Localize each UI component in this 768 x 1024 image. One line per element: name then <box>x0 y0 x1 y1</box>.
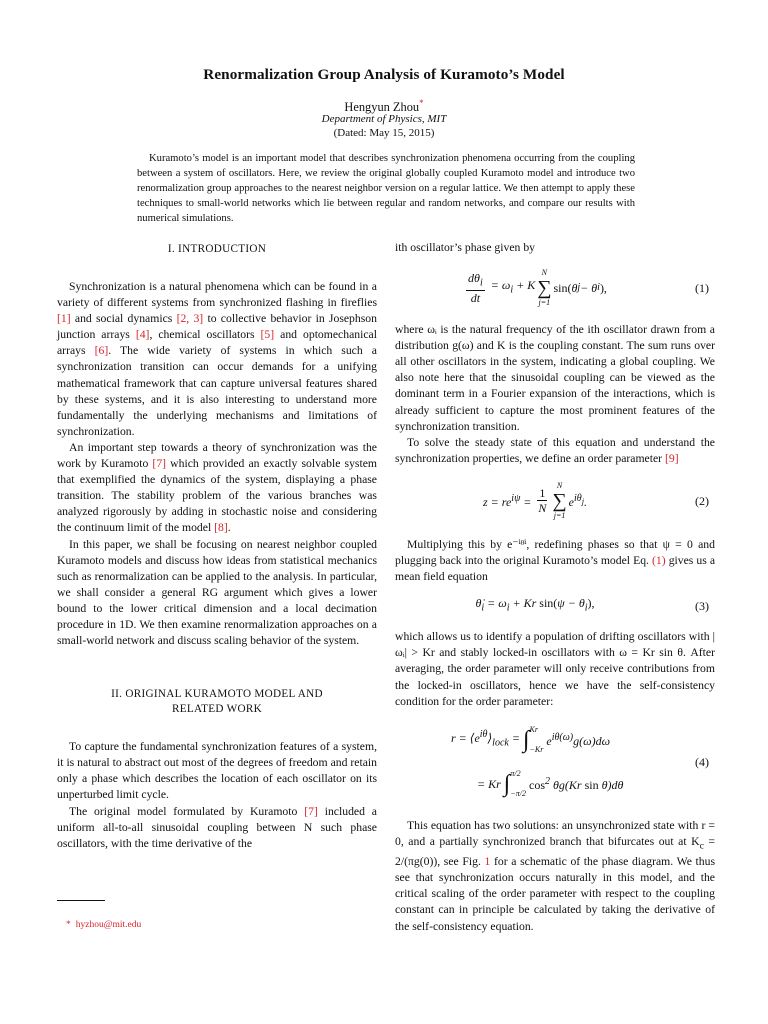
equation-1: $\frac{d\theta_i}{dt}$ = $\omega_i + K$ N ∑ j=1 sin( θ j − θ i ), (1) <box>468 268 709 308</box>
citation-link[interactable]: [1] <box>57 312 71 326</box>
sec2-paragraph-2: The original model formulated by Kuramoto [7] included a uniform all-to-all sinusoidal coupling between N such phase oscillators, with the time derivative of the <box>57 804 377 850</box>
abstract-text: Kuramoto’s model is an important model that describes synchronization phenomena occurring from the coupling between a system of oscillators. Here, we review the original globally coupled Kuramoto model and introduce two renormalization group approaches to the nearest neighbor version on a regular lattice. We then attempt to apply these techniques to small-world networks which lie between regular and random networks, and compare our results with numerical simulations. <box>137 153 635 224</box>
right-column <box>395 240 715 935</box>
citation-link[interactable]: [7] <box>152 457 167 471</box>
footnote-rule <box>57 900 105 901</box>
equation-2: $z = re^{i\psi}$ = $\frac{1}{N}$ N ∑ j=1 $e^{i\theta_j}$. (2) <box>482 480 709 520</box>
author-name: Hengyun Zhou <box>344 100 420 115</box>
citation-link[interactable]: [7] <box>304 804 318 818</box>
right-paragraph-5: This equation has two solutions: an unsynchronized state with r = 0, and a partially synchronized branch that bifurcates out at $K_c = 2/(\pi g(0))$, see Fig. 1 for a schematic of the phase diagram. We thus see that synchronization occurs naturally in this model, and the critical scaling of the order parameter with respect to the coupling constant can in principle be calculated by taking the derivative of the self-consistency equation. <box>395 818 716 933</box>
footnote-mark: * <box>66 920 71 930</box>
citation-link[interactable]: [6] <box>94 344 109 358</box>
citation-link[interactable]: [2, 3] <box>176 312 204 326</box>
footnote <box>66 920 141 930</box>
dated-line: (Dated: May 15, 2015) <box>333 127 435 139</box>
section-title-original-model: II. ORIGINAL KURAMOTO MODEL AND RELATED WORK <box>111 688 323 716</box>
right-paragraph-1: where ωᵢ is the natural frequency of the ith oscillator drawn from a distribution g(ω) and K is the coupling constant. The sum runs over all other oscillators in the system, indicating a global coupling. We also note here that the sinusoidal coupling can be viewed as the dominant term in a Fourier expansion of the interactions, which is already sufficient to capture the most prominent features of the synchronization transition. <box>395 323 715 433</box>
equation-number: (3) <box>695 599 709 614</box>
right-paragraph-3: Multiplying this by e⁻ⁱᶿⁱ, redefining phases so that ψ = 0 and plugging back into the original Kuramoto’s model Eq. (1) gives us a mean field equation <box>395 537 716 584</box>
figure-link[interactable]: 1 <box>484 855 491 869</box>
intro-paragraph-2: An important step towards a theory of synchronization was the work by Kuramoto [7] which provided an exactly solvable system that exemplified the dynamics of the system, displaying a phase transition. The stability problem of the various branches was analyzed rigorously by adding in stochastic noise and considering the continuum limit of the model [8]. <box>57 440 377 535</box>
citation-link[interactable]: [8] <box>214 521 228 535</box>
equation-4: $r = ⟨e^{i\theta}⟩_{lock}$ = ∫ Kr −Kr $e^{i\theta(\omega)}g(\omega)d\omega$ = Kr ∫ π/2 −π/2 $\cos^2 \theta g(Kr$ sin θ)dθ (4) <box>451 724 709 798</box>
equation-3: $\thetȧ_i = \omega_i + Kr$ $\sin(\psi - \theta_i)$, (3) <box>475 596 709 614</box>
email-link[interactable]: hyzhou@mit.edu <box>75 920 142 930</box>
equation-number: (1) <box>695 281 709 296</box>
citation-link[interactable]: [4] <box>135 328 150 342</box>
section-title-introduction: I. INTRODUCTION <box>167 243 267 255</box>
intro-paragraph-3: In this paper, we shall be focusing on nearest neighbor coupled Kuramoto models and discuss how ideas from statistical mechanics such as renormalization can be applied to the analysis. In particular, we shall consider a general RG argument which gives a lower bound to the lower critical dimension and a local decimation procedure in 1D. We then examine renormalization approaches on a small-world network and discuss scaling behavior of the system. <box>57 537 377 648</box>
author-footnote-mark[interactable]: * <box>419 98 424 108</box>
right-paragraph-4: which allows us to identify a population of drifting oscillators with |ωᵢ| > Kr and stably locked-in oscillators with ω = Kr sin θ. After averaging, the order parameter will only receive contributions from the locked-in oscillators, hence we have the self-consistency condition for the order parameter: <box>395 630 715 708</box>
affiliation: Department of Physics, MIT <box>321 113 447 125</box>
left-column <box>57 240 377 852</box>
paper-title: Renormalization Group Analysis of Kuramoto’s Model <box>203 66 565 83</box>
sec2-paragraph-1: To capture the fundamental synchronization features of a system, it is natural to abstract out most of the degrees of freedom and retain only a phase which describes the location of each oscillator on its unperturbed limit cycle. <box>57 740 377 802</box>
equation-number: (4) <box>695 754 709 769</box>
right-paragraph-2: To solve the steady state of this equation and understand the synchronization properties, we define an order parameter [9] <box>395 435 715 465</box>
right-paragraph-0: ith oscillator’s phase given by <box>395 241 536 254</box>
equation-number: (2) <box>695 493 709 508</box>
citation-link[interactable]: [5] <box>260 328 275 342</box>
equation-link[interactable]: (1) <box>652 554 666 568</box>
intro-paragraph-1: Synchronization is a natural phenomena which can be found in a variety of different systems from synchronized flashing in fireflies [1] and social dynamics [2, 3] to collective behavior in Josephson junction arrays [4], chemical oscillators [5] and optomechanical arrays [6]. The wide variety of systems in which such a synchronization transition can occur demands for a unifying mathematical framework that can capture universal features shared by these systems, and it is also interesting to understand more fundamentally the underlying mechanisms and limitations of synchronization. <box>57 280 377 438</box>
abstract <box>137 151 635 226</box>
citation-link[interactable]: [9] <box>665 451 679 465</box>
